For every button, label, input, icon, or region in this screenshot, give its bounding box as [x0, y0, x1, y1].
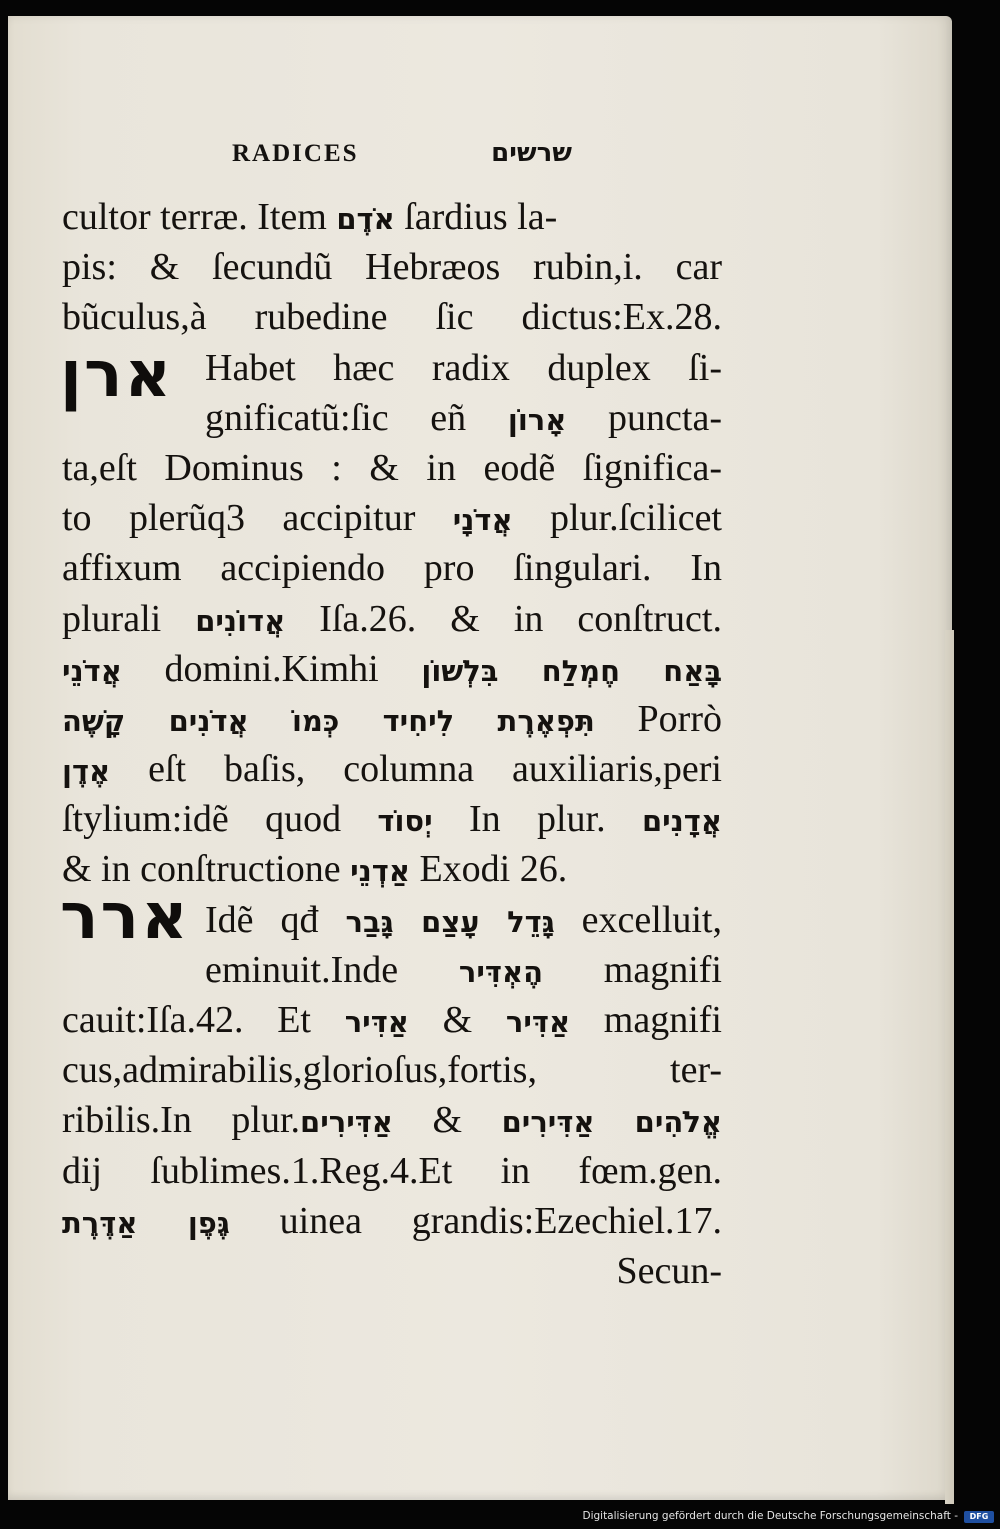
text-line [62, 1196, 722, 1246]
latin-text: cus,admirabilis,glorioſus,fortis, ter- [62, 1049, 722, 1092]
latin-text: plur.ſcilicet [512, 497, 722, 540]
text-line [62, 192, 722, 242]
latin-text: excelluit, [554, 898, 722, 941]
text-line [62, 1146, 722, 1196]
text-line [62, 945, 722, 995]
hebrew-word: אֱלֹהִים אַדִּירִים [501, 1105, 722, 1140]
text-line [62, 744, 722, 794]
text-line [62, 844, 722, 894]
latin-text: Habet hæc radix duplex ſi- [205, 346, 722, 389]
hebrew-word: בָּאַח חֶמְלַח בִּלְשׁוֹן [421, 653, 722, 688]
latin-text: ta,eſt Dominus : & in eodẽ ſignifica- [62, 446, 722, 489]
latin-text: ſardius la- [394, 196, 558, 238]
text-line [62, 493, 722, 543]
latin-text: & [408, 999, 506, 1041]
latin-text: ſtylium:idẽ quod [62, 798, 378, 841]
latin-text: bũculus,à rubedine ſic dictus:Ex.28. [62, 296, 722, 339]
hebrew-word: אֲדָנִים [641, 804, 722, 839]
page-edge [945, 630, 954, 1510]
body-text [62, 192, 722, 1296]
latin-text: plurali [62, 597, 196, 640]
dfg-logo: DFG [964, 1511, 994, 1523]
footer-bar [0, 1504, 1000, 1529]
hebrew-word: אַדִּיר [344, 1005, 409, 1039]
latin-text: & [392, 1099, 502, 1142]
latin-text: cauit:Iſa.42. Et [62, 999, 345, 1041]
hebrew-word: אַדִּיר [505, 1005, 571, 1039]
latin-text: Exodi 26. [409, 848, 568, 891]
hebrew-word: אָרוֹן [507, 402, 567, 437]
running-head-hebrew: שרשים [491, 138, 572, 168]
text-line [62, 292, 722, 342]
latin-text: Secun- [616, 1249, 722, 1292]
text-line [62, 242, 722, 292]
latin-text: pis: & ſecundũ Hebræos rubin,i. car [62, 246, 722, 289]
hebrew-word: אַדְנֵי [350, 854, 410, 889]
hebrew-word: אַדִּירִים [300, 1105, 393, 1140]
text-line [62, 1095, 722, 1145]
text-line [62, 594, 722, 644]
latin-text: In plur. [432, 798, 642, 841]
text-line [62, 794, 722, 844]
hebrew-word: יְסוֹד [377, 804, 433, 839]
hebrew-word: אֶדֶן [62, 754, 111, 789]
hebrew-word: אֲדֹנָי [452, 503, 513, 538]
text-line [62, 393, 722, 443]
lemma-heading-2: ארר [60, 880, 190, 954]
text-line [62, 895, 722, 945]
text-line [62, 995, 722, 1045]
latin-text: ribilis.In plur. [62, 1099, 301, 1142]
hebrew-word: גָּדֵל עָצַם גָּבַר [345, 904, 555, 939]
hebrew-word: אֲדוֹנִים [195, 603, 286, 638]
hebrew-word: אֹדֶם [336, 202, 395, 236]
latin-text: magnifi [570, 999, 722, 1041]
text-line [62, 543, 722, 593]
latin-text: cultor terræ. Item [62, 196, 337, 238]
latin-text: Iſa.26. & in conſtruct. [285, 597, 722, 640]
text-line [62, 694, 722, 744]
latin-text: dij ſublimes.1.Reg.4.Et in fœm.gen. [62, 1149, 722, 1192]
latin-text: to plerũq3 accipitur [62, 497, 453, 540]
latin-text: & in conſtructione [62, 848, 351, 891]
latin-text: uinea grandis:Ezechiel.17. [229, 1199, 722, 1242]
catchword [62, 1246, 722, 1296]
latin-text: magnifi [543, 948, 722, 991]
latin-text: gnificatũ:ſic eñ [205, 396, 508, 439]
latin-text: affixum accipiendo pro ſingulari. In [62, 547, 722, 590]
digitization-credit: Digitalisierung gefördert durch die Deutsche Forschungsgemeinschaft - [582, 1510, 958, 1522]
text-line [62, 644, 722, 694]
latin-text: puncta- [566, 396, 722, 439]
latin-text: eminuit.Inde [205, 948, 459, 991]
hebrew-word: גֶּפֶן אַדֶּרֶת [62, 1205, 230, 1240]
text-line [62, 1045, 722, 1095]
latin-text: domini.Kimhi [121, 647, 422, 690]
text-line [62, 343, 722, 393]
text-line [62, 443, 722, 493]
page-header [232, 140, 572, 180]
hebrew-word: תִּפְאֶרֶת לִיחִיד כְּמוֹ אֲדֹנִים קָשֶׁה [62, 703, 595, 738]
lemma-heading-1: ארן [60, 338, 174, 412]
hebrew-word: אֲדֹנֵי [62, 653, 122, 688]
latin-text: Porrò [594, 697, 722, 740]
running-head-latin: RADICES [232, 140, 359, 167]
latin-text: Idẽ qđ [205, 898, 346, 941]
latin-text: eſt baſis, columna auxiliaris,peri [110, 748, 722, 791]
hebrew-word: הֶאְדִּיר [458, 954, 543, 989]
